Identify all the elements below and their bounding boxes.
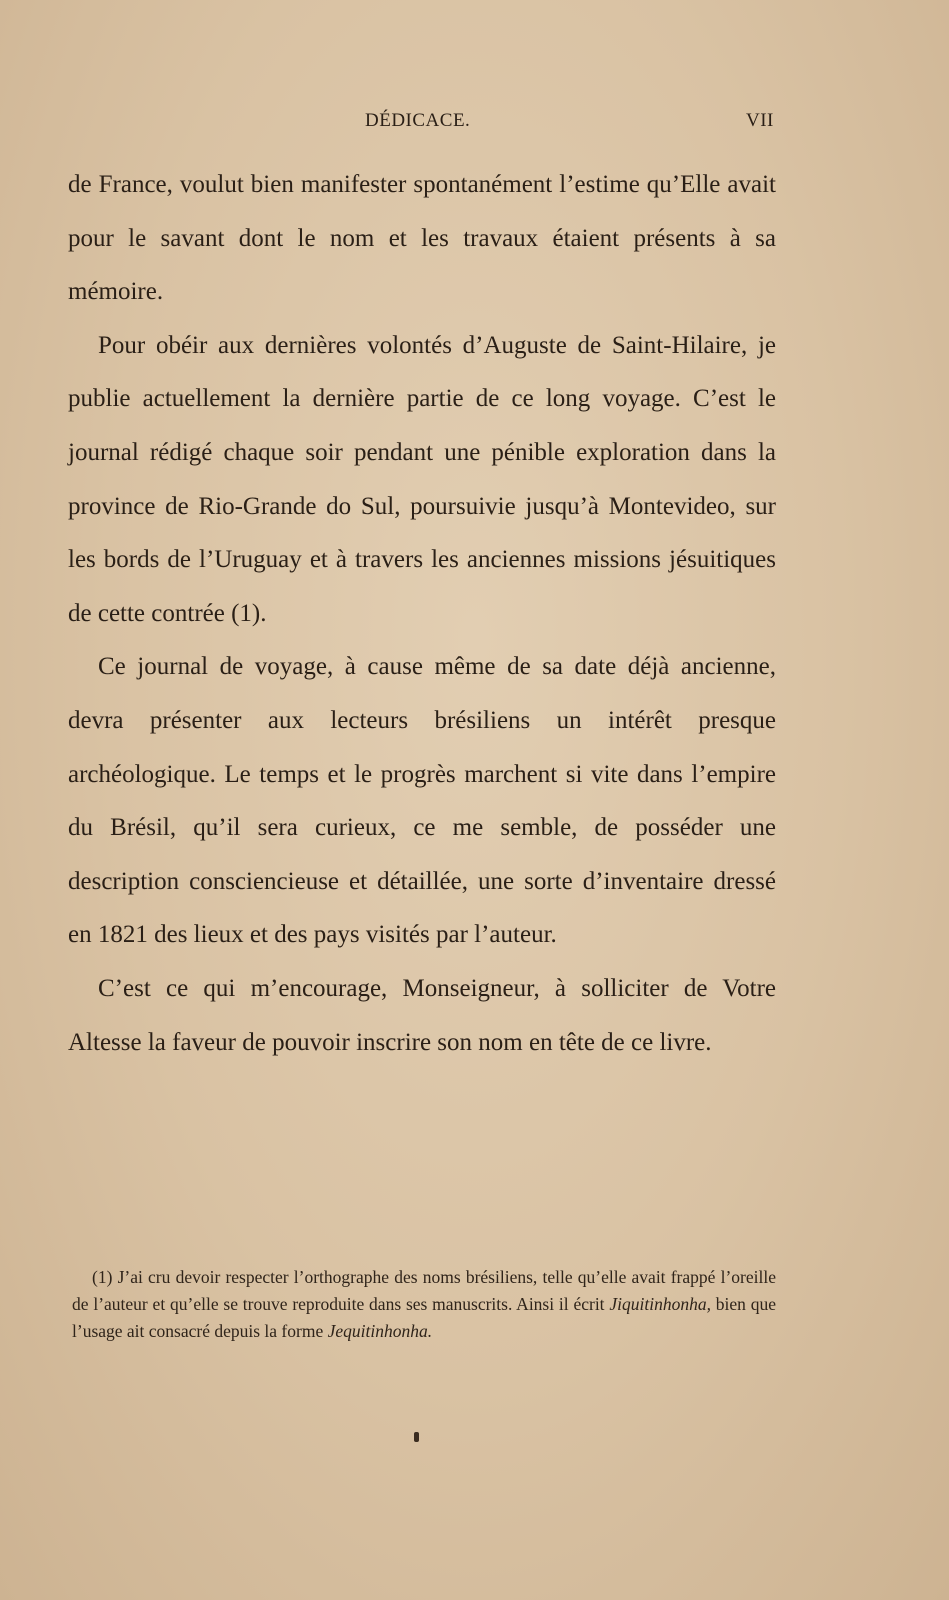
- footnote-text: (1) J’ai cru devoir respecter l’orthographe des noms brésiliens, telle qu’elle avait frappé l’oreille de l’auteur et qu’elle se trouve reproduite dans ses manuscrits. Ainsi il écrit: [72, 1267, 776, 1314]
- footnote-text: bien que l’usage ait consacré depuis la forme: [72, 1294, 776, 1341]
- paragraph: Pour obéir aux dernières volontés d’Auguste de Saint-Hilaire, je publie actuellement la dernière partie de ce long voyage. C’est le journal rédigé chaque soir pendant une pénible exploration dans la province de Rio-Grande do Sul, poursuivie jusqu’à Montevideo, sur les bords de l’Uruguay et à travers les anciennes missions jésuitiques de cette contrée (1).: [68, 331, 776, 627]
- body-text: [68, 158, 776, 1069]
- running-title: DÉDICACE.: [365, 110, 471, 131]
- paragraph: Ce journal de voyage, à cause même de sa date déjà ancienne, devra présenter aux lecteurs brésiliens un intérêt presque archéologique. Le temps et le progrès marchent si vite dans l’empire du Brésil, qu’il sera curieux, ce me semble, de posséder une description consciencieuse et détaillée, une sorte d’inventaire dressé en 1821 des lieux et des pays visités par l’auteur.: [68, 653, 776, 949]
- footnote: [72, 1264, 776, 1345]
- footnote-italic-term: Jequitinhonha.: [327, 1321, 433, 1341]
- paragraph-continuation: de France, voulut bien manifester spontanément l’estime qu’Elle avait pour le savant dont le nom et les travaux étaient présents à sa mémoire.: [68, 171, 776, 306]
- page-number: VII: [746, 110, 774, 131]
- printer-mark: [414, 1432, 419, 1442]
- paragraph: C’est ce qui m’encourage, Monseigneur, à solliciter de Votre Altesse la faveur de pouvoir inscrire son nom en tête de ce livre.: [68, 974, 776, 1056]
- running-head: [0, 110, 949, 140]
- footnote-italic-term: Jiquitinhonha,: [609, 1294, 711, 1314]
